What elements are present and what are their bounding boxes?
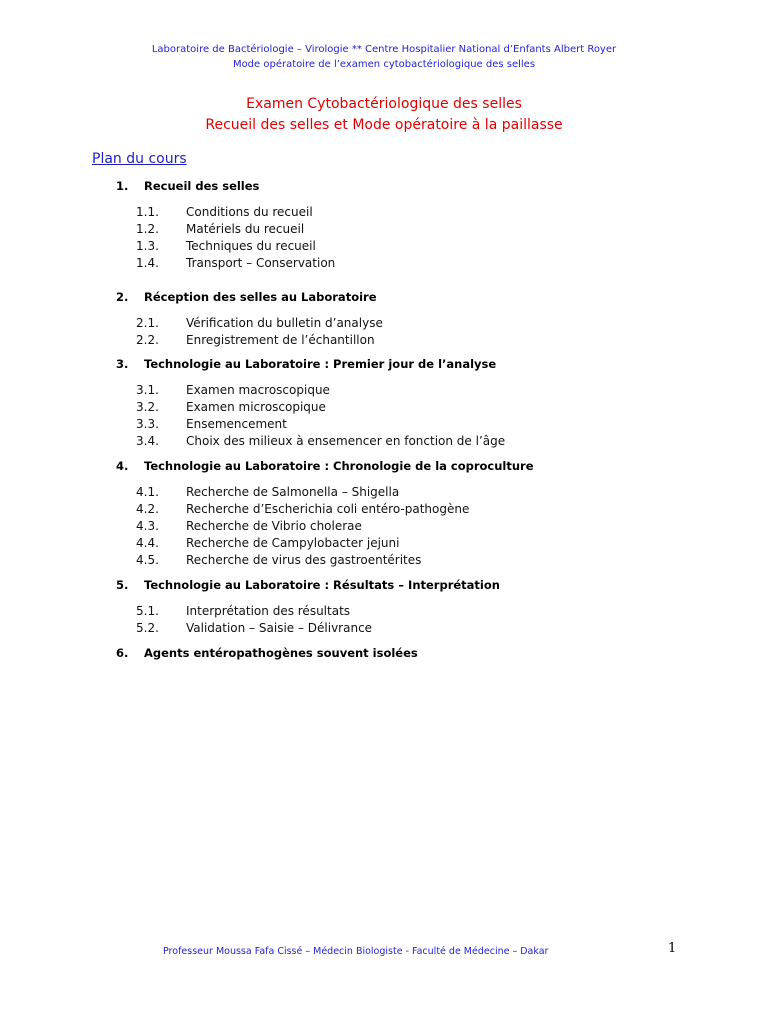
outline-item xyxy=(136,333,375,347)
section-number: 3. xyxy=(116,357,129,371)
item-number: 4.4. xyxy=(136,536,159,550)
section-number: 5. xyxy=(116,578,129,592)
section-title: Technologie au Laboratoire : Premier jour de l’analyse xyxy=(144,357,497,371)
item-number: 5.2. xyxy=(136,621,159,635)
item-text: Recherche de virus des gastroentérites xyxy=(186,553,422,567)
plan-heading xyxy=(92,151,193,167)
outline-item xyxy=(136,485,399,499)
outline-item xyxy=(136,400,326,414)
item-number: 1.3. xyxy=(136,239,159,253)
outline-item xyxy=(136,222,304,236)
item-text: Ensemencement xyxy=(186,417,287,431)
outline-item xyxy=(136,417,287,431)
item-number: 3.2. xyxy=(136,400,159,414)
section-heading xyxy=(116,179,259,193)
item-number: 3.3. xyxy=(136,417,159,431)
outline-item xyxy=(136,536,399,550)
item-text: Techniques du recueil xyxy=(186,239,316,253)
item-number: 4.3. xyxy=(136,519,159,533)
item-text: Examen macroscopique xyxy=(186,383,330,397)
section-number: 6. xyxy=(116,646,129,660)
item-text: Recherche de Salmonella – Shigella xyxy=(186,485,400,499)
header-line-1: Laboratoire de Bactériologie – Virologie ** Centre Hospitalier National d’Enfants Albert Royer xyxy=(151,44,617,55)
section-title: Technologie au Laboratoire : Chronologie de la coproculture xyxy=(144,459,534,473)
section-heading xyxy=(116,578,500,592)
item-text: Transport – Conservation xyxy=(186,256,336,270)
section-number: 4. xyxy=(116,459,129,473)
outline-item xyxy=(136,239,316,253)
item-number: 4.5. xyxy=(136,553,159,567)
outline-item xyxy=(136,519,362,533)
item-number: 4.2. xyxy=(136,502,159,516)
page-number: 1 xyxy=(668,941,677,956)
outline-item xyxy=(136,316,383,330)
plan-heading-text: Plan du cours xyxy=(92,151,187,167)
item-number: 3.1. xyxy=(136,383,159,397)
outline-item xyxy=(136,205,313,219)
section-title: Recueil des selles xyxy=(144,179,260,193)
title-line-1: Examen Cytobactériologique des selles xyxy=(246,96,522,112)
running-footer: Professeur Moussa Fafa Cissé – Médecin Biologiste - Faculté de Médecine – Dakar xyxy=(163,946,549,957)
item-number: 1.4. xyxy=(136,256,159,270)
section-heading xyxy=(116,646,418,660)
document-title xyxy=(0,94,768,136)
outline-item xyxy=(136,502,469,516)
outline-item xyxy=(136,604,350,618)
item-text: Enregistrement de l’échantillon xyxy=(186,333,375,347)
item-text: Recherche de Vibrio cholerae xyxy=(186,519,362,533)
section-title: Réception des selles au Laboratoire xyxy=(144,290,377,304)
item-text: Vérification du bulletin d’analyse xyxy=(186,316,383,330)
section-heading xyxy=(116,459,534,473)
item-number: 1.1. xyxy=(136,205,159,219)
outline-item xyxy=(136,553,421,567)
outline-item xyxy=(136,256,335,270)
header-line-2: Mode opératoire de l’examen cytobactériologique des selles xyxy=(232,59,536,70)
outline-item xyxy=(136,434,505,448)
item-text: Examen microscopique xyxy=(186,400,326,414)
section-number: 1. xyxy=(116,179,129,193)
section-number: 2. xyxy=(116,290,129,304)
outline-item xyxy=(136,383,330,397)
item-text: Recherche de Campylobacter jejuni xyxy=(186,536,400,550)
item-number: 5.1. xyxy=(136,604,159,618)
item-number: 3.4. xyxy=(136,434,159,448)
section-title: Technologie au Laboratoire : Résultats – Interprétation xyxy=(144,578,500,592)
item-text: Recherche d’Escherichia coli entéro-pathogène xyxy=(186,502,470,516)
item-text: Conditions du recueil xyxy=(186,205,313,219)
item-text: Choix des milieux à ensemencer en fonction de l’âge xyxy=(186,434,506,448)
item-number: 1.2. xyxy=(136,222,159,236)
item-number: 4.1. xyxy=(136,485,159,499)
title-line-2: Recueil des selles et Mode opératoire à la paillasse xyxy=(205,117,563,133)
section-heading xyxy=(116,290,377,304)
item-number: 2.1. xyxy=(136,316,159,330)
item-text: Matériels du recueil xyxy=(186,222,305,236)
item-text: Validation – Saisie – Délivrance xyxy=(186,621,373,635)
item-number: 2.2. xyxy=(136,333,159,347)
item-text: Interprétation des résultats xyxy=(186,604,351,618)
running-header xyxy=(0,42,768,72)
section-title: Agents entéropathogènes souvent isolées xyxy=(144,646,418,660)
section-heading xyxy=(116,357,496,371)
outline-item xyxy=(136,621,372,635)
